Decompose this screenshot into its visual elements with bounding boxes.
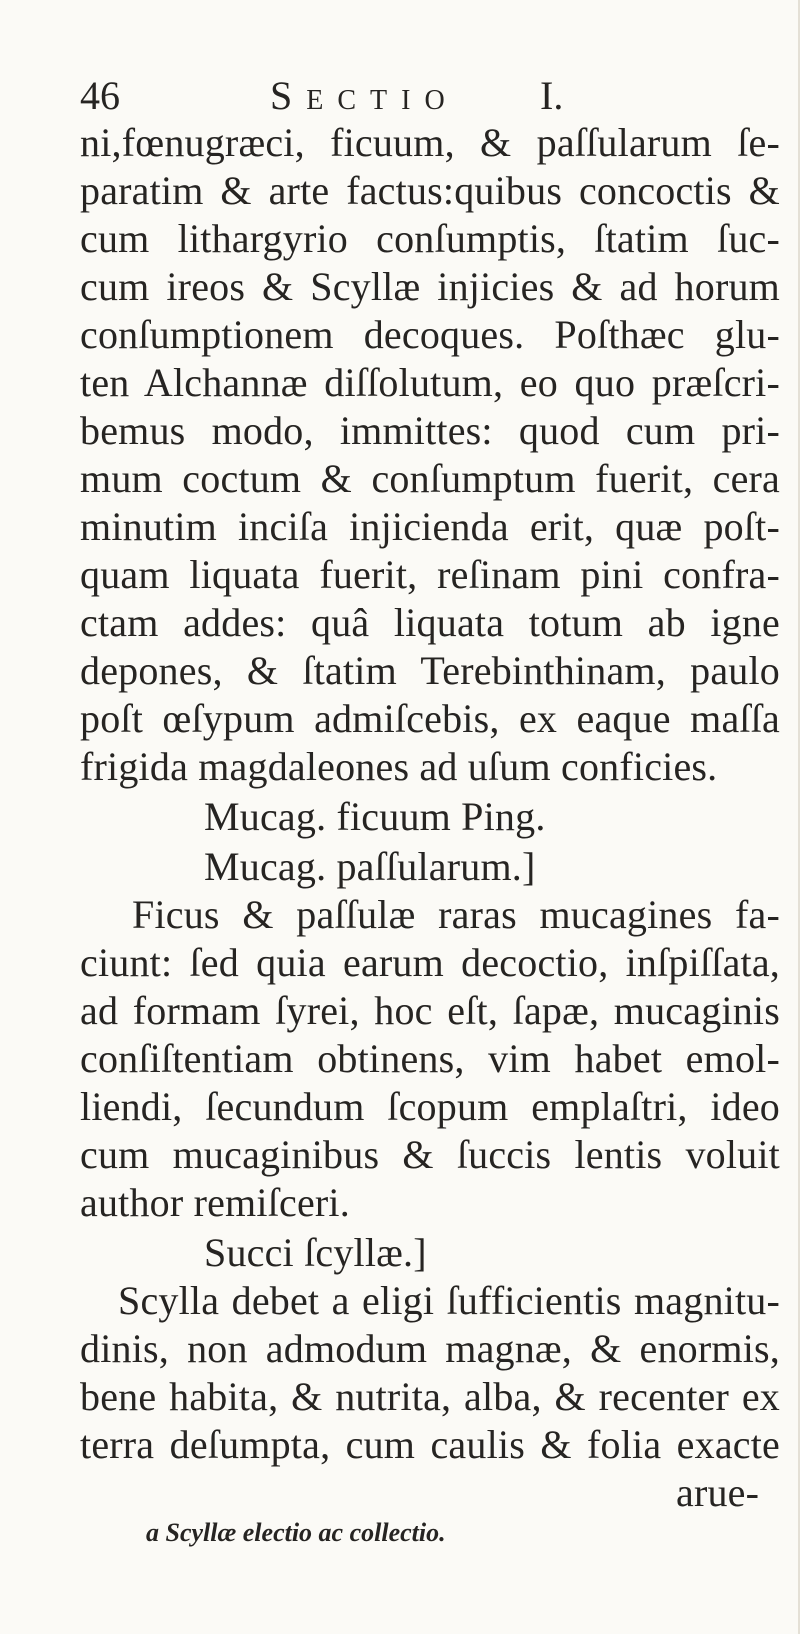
- text-line: mum coctum & conſumptum fuerit, cera: [80, 456, 780, 501]
- subheading: Succi ſcyllæ.]: [204, 1230, 427, 1275]
- catchword: arue-: [676, 1470, 760, 1515]
- text-line: liendi, ſecundum ſcopum emplaſtri, ideo: [80, 1084, 780, 1129]
- text-line: Scylla debet a eligi ſufficientis magnitu-: [118, 1278, 780, 1323]
- page-header: [80, 72, 600, 122]
- text-line: ad formam ſyrei, hoc eſt, ſapæ, mucaginis: [80, 988, 780, 1033]
- text-line: cum lithargyrio conſumptis, ſtatim ſuc-: [80, 216, 780, 261]
- text-line: quam liquata fuerit, reſinam pini confra-: [80, 552, 780, 597]
- marginal-note: a Scyllæ electio ac collectio.: [146, 1518, 446, 1547]
- text-line: bene habita, & nutrita, alba, & recenter ex: [80, 1374, 780, 1419]
- text-line: paratim & arte factus:quibus concoctis &: [80, 168, 780, 213]
- text-line: dinis, non admodum magnæ, & enormis,: [80, 1326, 780, 1371]
- page-number: 46: [80, 73, 120, 118]
- text-line: ten Alchannæ diſſolutum, eo quo præſcri-: [80, 360, 780, 405]
- text-line: conſumptionem decoques. Poſthæc glu-: [80, 312, 780, 357]
- text-line: ni,fœnugræci, ficuum, & paſſularum ſe-: [80, 120, 780, 165]
- text-line: terra deſumpta, cum caulis & folia exacte: [80, 1422, 780, 1467]
- text-line: author remiſceri.: [80, 1180, 350, 1225]
- text-line: cum ireos & Scyllæ injicies & ad horum: [80, 264, 780, 309]
- text-line: bemus modo, immittes: quod cum pri-: [80, 408, 780, 453]
- text-line: poſt œſypum admiſcebis, ex eaque maſſa: [80, 696, 780, 741]
- text-line: cum mucaginibus & ſuccis lentis voluit: [80, 1132, 780, 1177]
- text-line: ciunt: ſed quia earum decoctio, inſpiſſata,: [80, 940, 780, 985]
- text-line: depones, & ſtatim Terebinthinam, paulo: [80, 648, 780, 693]
- text-line: frigida magdaleones ad uſum conficies.: [80, 744, 718, 789]
- text-line: ctam addes: quâ liquata totum ab igne: [80, 600, 780, 645]
- text-line: conſiſtentiam obtinens, vim habet emol-: [80, 1036, 780, 1081]
- section-number: I.: [540, 73, 564, 118]
- text-line: minutim inciſa injicienda erit, quæ poſt-: [80, 504, 780, 549]
- subheading: Mucag. paſſularum.]: [204, 844, 536, 889]
- running-head: Sectio: [270, 73, 459, 118]
- text-line: Ficus & paſſulæ raras mucagines fa-: [132, 892, 780, 937]
- subheading: Mucag. ficuum Ping.: [204, 794, 546, 839]
